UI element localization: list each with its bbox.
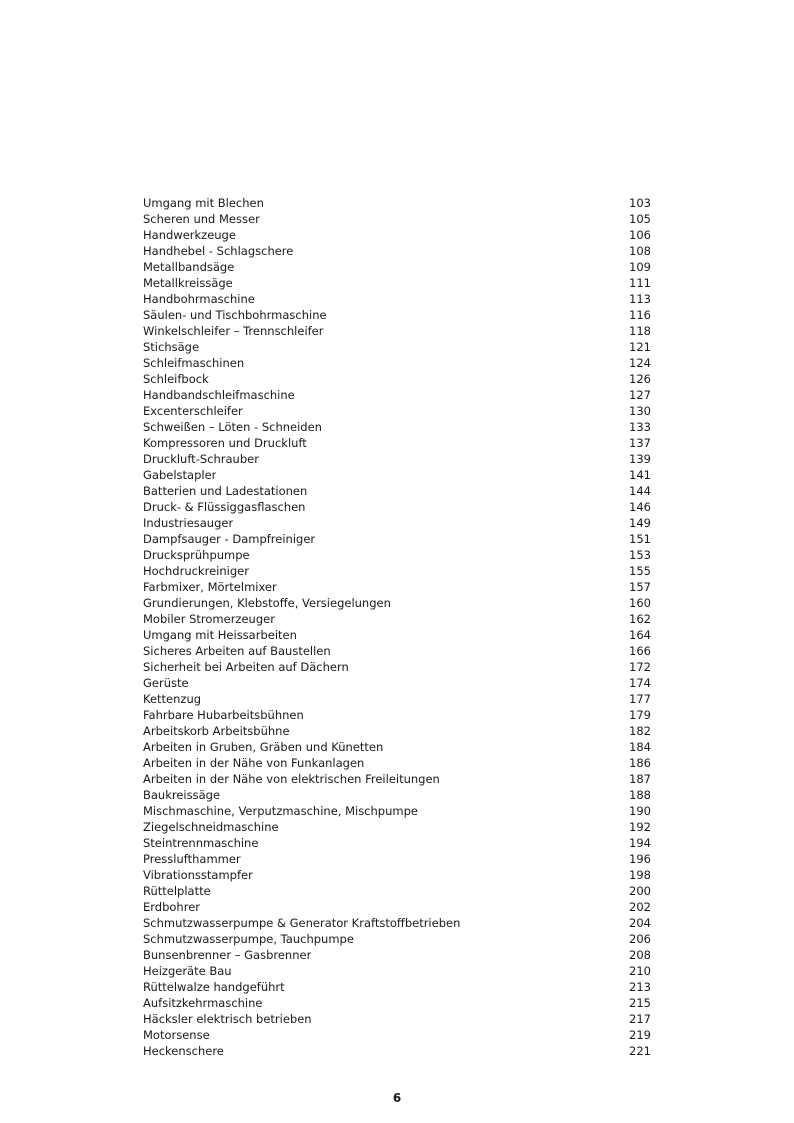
toc-entry-page: 162: [629, 612, 651, 626]
toc-entry-title: Farbmixer, Mörtelmixer: [143, 580, 277, 594]
toc-entry: [143, 979, 651, 995]
toc-entry-title: Winkelschleifer – Trennschleifer: [143, 324, 324, 338]
toc-entry: [143, 419, 651, 435]
toc-entry-page: 105: [629, 212, 651, 226]
toc-entry: [143, 1011, 651, 1027]
toc-entry-title: Schleifmaschinen: [143, 356, 245, 370]
toc-entry-title: Fahrbare Hubarbeitsbühnen: [143, 708, 304, 722]
toc-entry-page: 130: [629, 404, 651, 418]
toc-entry-title: Aufsitzkehrmaschine: [143, 996, 263, 1010]
toc-entry-title: Arbeiten in der Nähe von Funkanlagen: [143, 756, 365, 770]
toc-entry-page: 164: [629, 628, 651, 642]
toc-entry-page: 194: [629, 836, 651, 850]
toc-entry: [143, 531, 651, 547]
toc-entry: [143, 755, 651, 771]
toc-entry-title: Schleifbock: [143, 372, 209, 386]
toc-entry-title: Schweißen – Löten - Schneiden: [143, 420, 322, 434]
toc-entry-title: Gabelstapler: [143, 468, 217, 482]
toc-entry: [143, 675, 651, 691]
toc-entry-page: 208: [629, 948, 651, 962]
toc-entry: [143, 435, 651, 451]
toc-entry-page: 153: [629, 548, 651, 562]
toc-entry-page: 188: [629, 788, 651, 802]
toc-entry-title: Arbeitskorb Arbeitsbühne: [143, 724, 290, 738]
toc-entry: [143, 771, 651, 787]
toc-entry-page: 160: [629, 596, 651, 610]
toc-entry-title: Ziegelschneidmaschine: [143, 820, 279, 834]
toc-entry-title: Druckluft-Schrauber: [143, 452, 259, 466]
toc-entry: [143, 995, 651, 1011]
toc-entry-page: 192: [629, 820, 651, 834]
toc-entry-title: Grundierungen, Klebstoffe, Versiegelungen: [143, 596, 391, 610]
toc-entry-page: 151: [629, 532, 651, 546]
toc-entry-title: Umgang mit Heissarbeiten: [143, 628, 297, 642]
toc-entry-page: 202: [629, 900, 651, 914]
toc-entry: [143, 259, 651, 275]
toc-entry: [143, 515, 651, 531]
toc-entry: [143, 899, 651, 915]
toc-entry-page: 126: [629, 372, 651, 386]
toc-entry: [143, 595, 651, 611]
toc-entry-title: Gerüste: [143, 676, 189, 690]
toc-entry-page: 196: [629, 852, 651, 866]
toc-entry-page: 206: [629, 932, 651, 946]
toc-entry: [143, 835, 651, 851]
toc-entry-title: Rüttelplatte: [143, 884, 211, 898]
toc-entry-page: 182: [629, 724, 651, 738]
toc-entry: [143, 691, 651, 707]
toc-entry-title: Handbohrmaschine: [143, 292, 255, 306]
toc-entry: [143, 579, 651, 595]
toc-entry: [143, 627, 651, 643]
toc-entry-page: 133: [629, 420, 651, 434]
toc-entry-page: 116: [629, 308, 651, 322]
toc-entry: [143, 563, 651, 579]
toc-entry-page: 187: [629, 772, 651, 786]
toc-entry: [143, 483, 651, 499]
toc-entry-page: 157: [629, 580, 651, 594]
toc-entry: [143, 499, 651, 515]
toc-entry-page: 219: [629, 1028, 651, 1042]
toc-entry: [143, 611, 651, 627]
toc-entry-page: 113: [629, 292, 651, 306]
toc-entry-page: 200: [629, 884, 651, 898]
toc-entry-title: Metallbandsäge: [143, 260, 235, 274]
toc-entry-title: Drucksprühpumpe: [143, 548, 250, 562]
toc-entry-title: Hochdruckreiniger: [143, 564, 249, 578]
toc-entry-title: Steintrennmaschine: [143, 836, 259, 850]
toc-entry-page: 108: [629, 244, 651, 258]
toc-entry: [143, 851, 651, 867]
toc-entry-title: Baukreissäge: [143, 788, 221, 802]
toc-entry-title: Dampfsauger - Dampfreiniger: [143, 532, 316, 546]
toc-entry-title: Stichsäge: [143, 340, 200, 354]
toc-entry-title: Sicherheit bei Arbeiten auf Dächern: [143, 660, 349, 674]
toc-entry-title: Industriesauger: [143, 516, 234, 530]
toc-entry-title: Mischmaschine, Verputzmaschine, Mischpumpe: [143, 804, 418, 818]
toc-entry-page: 124: [629, 356, 651, 370]
toc-entry-title: Presslufthammer: [143, 852, 241, 866]
toc-entry-page: 106: [629, 228, 651, 242]
toc-entry-title: Handbandschleifmaschine: [143, 388, 295, 402]
toc-entry-page: 177: [629, 692, 651, 706]
toc-entry-page: 166: [629, 644, 651, 658]
toc-entry-title: Heizgeräte Bau: [143, 964, 232, 978]
table-of-contents: [143, 195, 651, 1059]
toc-entry-page: 221: [629, 1044, 651, 1058]
toc-entry-title: Excenterschleifer: [143, 404, 243, 418]
toc-entry-page: 213: [629, 980, 651, 994]
toc-entry: [143, 931, 651, 947]
toc-entry-page: 146: [629, 500, 651, 514]
toc-entry-title: Kompressoren und Druckluft: [143, 436, 307, 450]
toc-entry-title: Scheren und Messer: [143, 212, 260, 226]
toc-entry-page: 210: [629, 964, 651, 978]
toc-entry: [143, 883, 651, 899]
toc-entry-title: Erdbohrer: [143, 900, 200, 914]
toc-entry-page: 118: [629, 324, 651, 338]
toc-entry: [143, 915, 651, 931]
toc-entry-title: Sicheres Arbeiten auf Baustellen: [143, 644, 331, 658]
toc-entry-title: Druck- & Flüssiggasflaschen: [143, 500, 306, 514]
toc-entry-title: Arbeiten in der Nähe von elektrischen Freileitungen: [143, 772, 440, 786]
toc-entry: [143, 243, 651, 259]
toc-entry: [143, 787, 651, 803]
toc-entry-page: 121: [629, 340, 651, 354]
toc-entry: [143, 723, 651, 739]
toc-entry: [143, 291, 651, 307]
page-number: 6: [392, 1091, 402, 1105]
toc-entry-page: 127: [629, 388, 651, 402]
toc-entry-page: 139: [629, 452, 651, 466]
toc-entry-page: 144: [629, 484, 651, 498]
toc-entry-title: Schmutzwasserpumpe, Tauchpumpe: [143, 932, 354, 946]
toc-entry-title: Heckenschere: [143, 1044, 224, 1058]
toc-entry-page: 155: [629, 564, 651, 578]
toc-entry-page: 215: [629, 996, 651, 1010]
toc-entry: [143, 819, 651, 835]
toc-entry-page: 204: [629, 916, 651, 930]
toc-entry-title: Handhebel - Schlagschere: [143, 244, 294, 258]
toc-entry-page: 174: [629, 676, 651, 690]
toc-entry-title: Bunsenbrenner – Gasbrenner: [143, 948, 312, 962]
toc-entry-page: 198: [629, 868, 651, 882]
toc-entry-page: 137: [629, 436, 651, 450]
toc-entry: [143, 707, 651, 723]
toc-entry: [143, 1043, 651, 1059]
toc-entry-title: Handwerkzeuge: [143, 228, 236, 242]
toc-entry: [143, 963, 651, 979]
toc-entry: [143, 211, 651, 227]
toc-entry-title: Säulen- und Tischbohrmaschine: [143, 308, 327, 322]
toc-entry-title: Vibrationsstampfer: [143, 868, 253, 882]
toc-entry-page: 103: [629, 196, 651, 210]
toc-entry-page: 186: [629, 756, 651, 770]
toc-entry: [143, 659, 651, 675]
toc-entry: [143, 387, 651, 403]
toc-entry: [143, 451, 651, 467]
toc-entry: [143, 339, 651, 355]
toc-entry-title: Batterien und Ladestationen: [143, 484, 308, 498]
toc-entry: [143, 403, 651, 419]
toc-entry-page: 109: [629, 260, 651, 274]
toc-entry-page: 111: [629, 276, 651, 290]
toc-entry-page: 149: [629, 516, 651, 530]
toc-entry-title: Mobiler Stromerzeuger: [143, 612, 275, 626]
toc-entry: [143, 275, 651, 291]
toc-entry: [143, 739, 651, 755]
toc-entry-title: Arbeiten in Gruben, Gräben und Künetten: [143, 740, 384, 754]
toc-entry-title: Metallkreissäge: [143, 276, 233, 290]
toc-entry-page: 172: [629, 660, 651, 674]
toc-entry: [143, 227, 651, 243]
toc-entry-title: Rüttelwalze handgeführt: [143, 980, 285, 994]
toc-entry-page: 179: [629, 708, 651, 722]
toc-entry: [143, 467, 651, 483]
toc-entry: [143, 643, 651, 659]
toc-entry: [143, 355, 651, 371]
toc-entry: [143, 195, 651, 211]
toc-entry: [143, 867, 651, 883]
toc-entry: [143, 307, 651, 323]
toc-entry-title: Umgang mit Blechen: [143, 196, 264, 210]
toc-entry-title: Kettenzug: [143, 692, 202, 706]
toc-entry-title: Motorsense: [143, 1028, 210, 1042]
toc-entry-title: Schmutzwasserpumpe & Generator Kraftstoffbetrieben: [143, 916, 461, 930]
toc-entry: [143, 1027, 651, 1043]
toc-entry-page: 217: [629, 1012, 651, 1026]
toc-entry-page: 141: [629, 468, 651, 482]
toc-entry: [143, 947, 651, 963]
toc-entry-page: 190: [629, 804, 651, 818]
toc-entry: [143, 323, 651, 339]
toc-entry: [143, 803, 651, 819]
toc-entry-title: Häcksler elektrisch betrieben: [143, 1012, 312, 1026]
toc-entry: [143, 371, 651, 387]
toc-entry: [143, 547, 651, 563]
toc-entry-page: 184: [629, 740, 651, 754]
